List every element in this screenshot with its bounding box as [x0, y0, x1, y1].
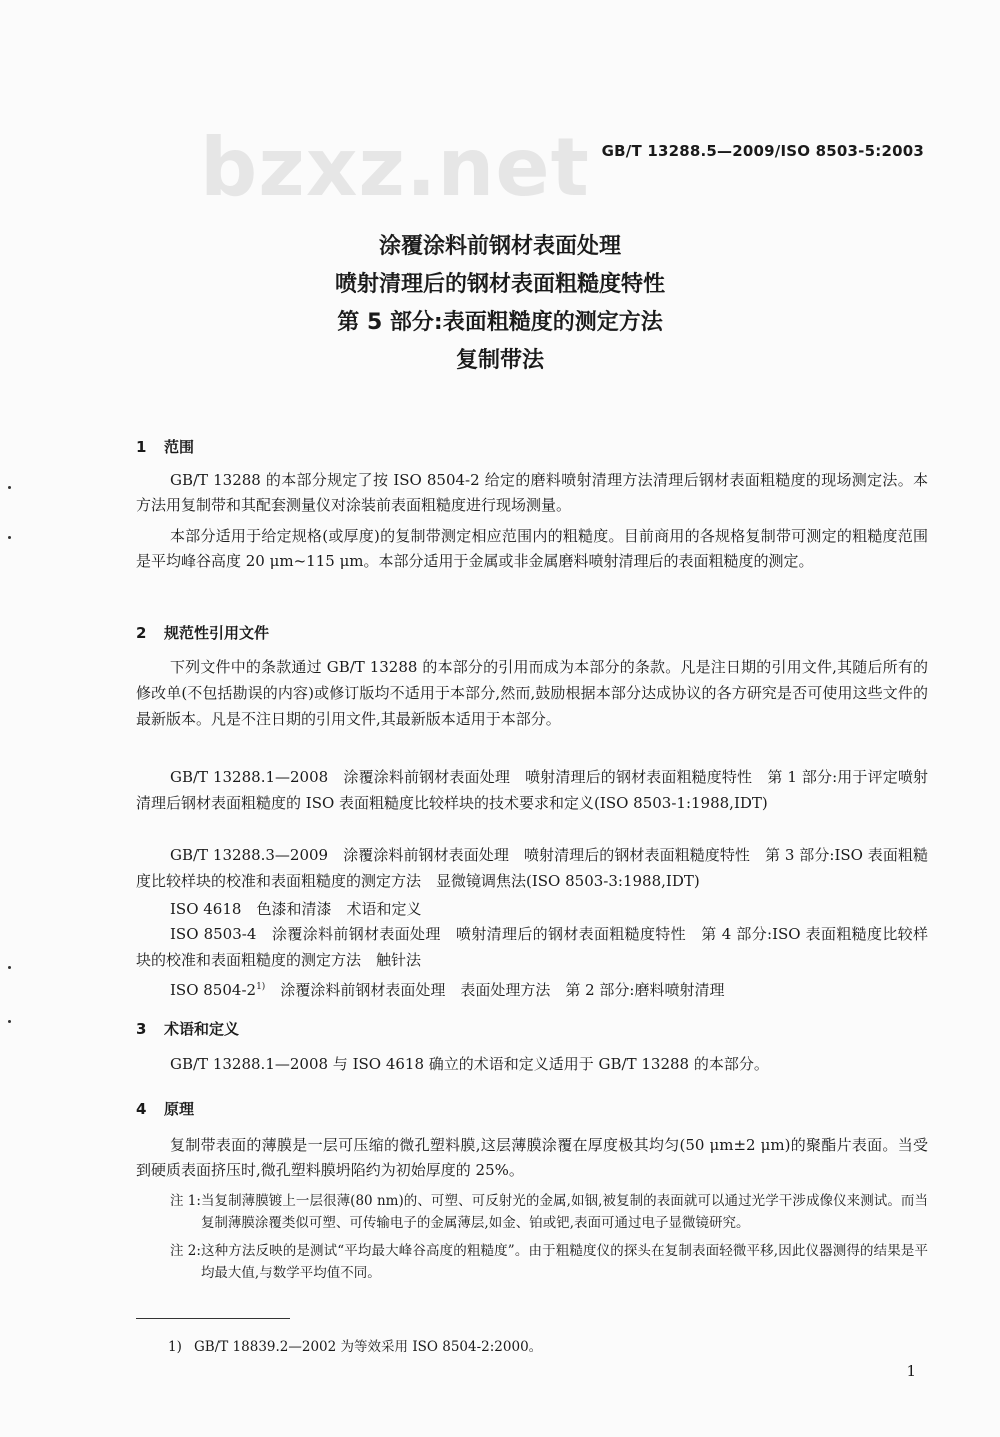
section-4-number: 4 [136, 1100, 147, 1118]
footnote-divider [136, 1318, 290, 1319]
title-line-3: 第 5 部分:表面粗糙度的测定方法 [337, 310, 663, 335]
section-1-title: 范围 [164, 438, 195, 456]
document-title [0, 228, 1000, 380]
note-1-label: 注 1: [170, 1193, 201, 1209]
note-2-text: 这种方法反映的是测试“平均最大峰谷高度的粗糙度”。由于粗糙度仪的探头在复制表面轻微平移,因此仪器测得的结果是平均最大值,与数学平均值不同。 [200, 1243, 928, 1281]
section-3-paragraph-1: GB/T 13288.1—2008 与 ISO 4618 确立的术语和定义适用于 GB/T 13288 的本部分。 [170, 1055, 769, 1073]
note-2-label: 注 2: [170, 1243, 201, 1259]
footnote-number: 1) [168, 1339, 182, 1355]
note-1-text: 当复制薄膜镀上一层很薄(80 nm)的、可塑、可反射光的金属,如铟,被复制的表面就可以通过光学干涉成像仪来测试。而当复制薄膜涂覆类似可塑、可传输电子的金属薄层,如金、铂或钯,表面可通过电子显微镜研究。 [200, 1193, 928, 1231]
scan-mark [8, 486, 11, 489]
footnote-text: GB/T 18839.2—2002 为等效采用 ISO 8504-2:2000。 [194, 1339, 543, 1355]
footnote-marker: 1) [256, 982, 266, 992]
page-number: 1 [906, 1362, 916, 1380]
section-1-paragraph-2: 本部分适用于给定规格(或厚度)的复制带测定相应范围内的粗糙度。目前商用的各规格复制带可测定的粗糙度范围是平均峰谷高度 20 μm~115 μm。本部分适用于金属或非金属磨料喷射清理后的表面粗糙度的测定。 [136, 527, 928, 570]
reference-gbt-13288-1: GB/T 13288.1—2008 涂覆涂料前钢材表面处理 喷射清理后的钢材表面粗糙度特性 第 1 部分:用于评定喷射清理后钢材表面粗糙度的 ISO 表面粗糙度比较样块的技术要求和定义(ISO 8503-1:1988,IDT) [136, 768, 928, 812]
watermark-text: bzxz.net [200, 121, 590, 214]
note-2 [170, 1240, 928, 1284]
reference-iso-4618: ISO 4618 色漆和清漆 术语和定义 [170, 900, 422, 918]
reference-gbt-13288-3: GB/T 13288.3—2009 涂覆涂料前钢材表面处理 喷射清理后的钢材表面粗糙度特性 第 3 部分:ISO 表面粗糙度比较样块的校准和表面粗糙度的测定方法 显微镜调焦法(ISO 8503-3:1988,IDT) [136, 846, 928, 890]
section-2-paragraph-1: 下列文件中的条款通过 GB/T 13288 的本部分的引用而成为本部分的条款。凡是注日期的引用文件,其随后所有的修改单(不包括勘误的内容)或修订版均不适用于本部分,然而,鼓励根据本部分达成协议的各方研究是否可使用这些文件的最新版本。凡是不注日期的引用文件,其最新版本适用于本部分。 [136, 658, 928, 728]
reference-iso-8504-2 [136, 974, 928, 1003]
footnote [168, 1335, 542, 1355]
scan-mark [8, 1020, 11, 1023]
notes-block [170, 1190, 928, 1290]
section-3-number: 3 [136, 1020, 147, 1038]
scan-mark [8, 536, 11, 539]
section-2-number: 2 [136, 624, 147, 642]
section-1-paragraph-1: GB/T 13288 的本部分规定了按 ISO 8504-2 给定的磨料喷射清理方法清理后钢材表面粗糙度的现场测定法。本方法用复制带和其配套测量仪对涂装前表面粗糙度进行现场测量。 [136, 471, 928, 514]
section-4-paragraph-1: 复制带表面的薄膜是一层可压缩的微孔塑料膜,这层薄膜涂覆在厚度极其均匀(50 μm±2 μm)的聚酯片表面。当受到硬质表面挤压时,微孔塑料膜坍陷约为初始厚度的 25%。 [136, 1136, 928, 1179]
reference-iso-8503-4: ISO 8503-4 涂覆涂料前钢材表面处理 喷射清理后的钢材表面粗糙度特性 第 4 部分:ISO 表面粗糙度比较样块的校准和表面粗糙度的测定方法 触针法 [136, 925, 928, 969]
title-line-2: 喷射清理后的钢材表面粗糙度特性 [334, 272, 665, 297]
reference-iso-8504-2-title: 涂覆涂料前钢材表面处理 表面处理方法 第 2 部分:磨料喷射清理 [265, 981, 725, 999]
title-line-1: 涂覆涂料前钢材表面处理 [378, 234, 621, 259]
section-1-heading [136, 436, 194, 457]
section-3-title: 术语和定义 [164, 1020, 240, 1038]
section-2-title: 规范性引用文件 [164, 624, 270, 642]
section-1-number: 1 [136, 438, 147, 456]
section-4-title: 原理 [164, 1100, 195, 1118]
standard-code: GB/T 13288.5—2009/ISO 8503-5:2003 [601, 142, 924, 160]
scan-mark [8, 966, 11, 969]
note-1 [170, 1190, 928, 1234]
section-2-heading [136, 622, 269, 643]
section-3-heading [136, 1018, 239, 1039]
reference-iso-8504-2-code: ISO 8504-2 [170, 981, 257, 999]
section-4-heading [136, 1098, 194, 1119]
title-line-4: 复制带法 [455, 348, 544, 373]
